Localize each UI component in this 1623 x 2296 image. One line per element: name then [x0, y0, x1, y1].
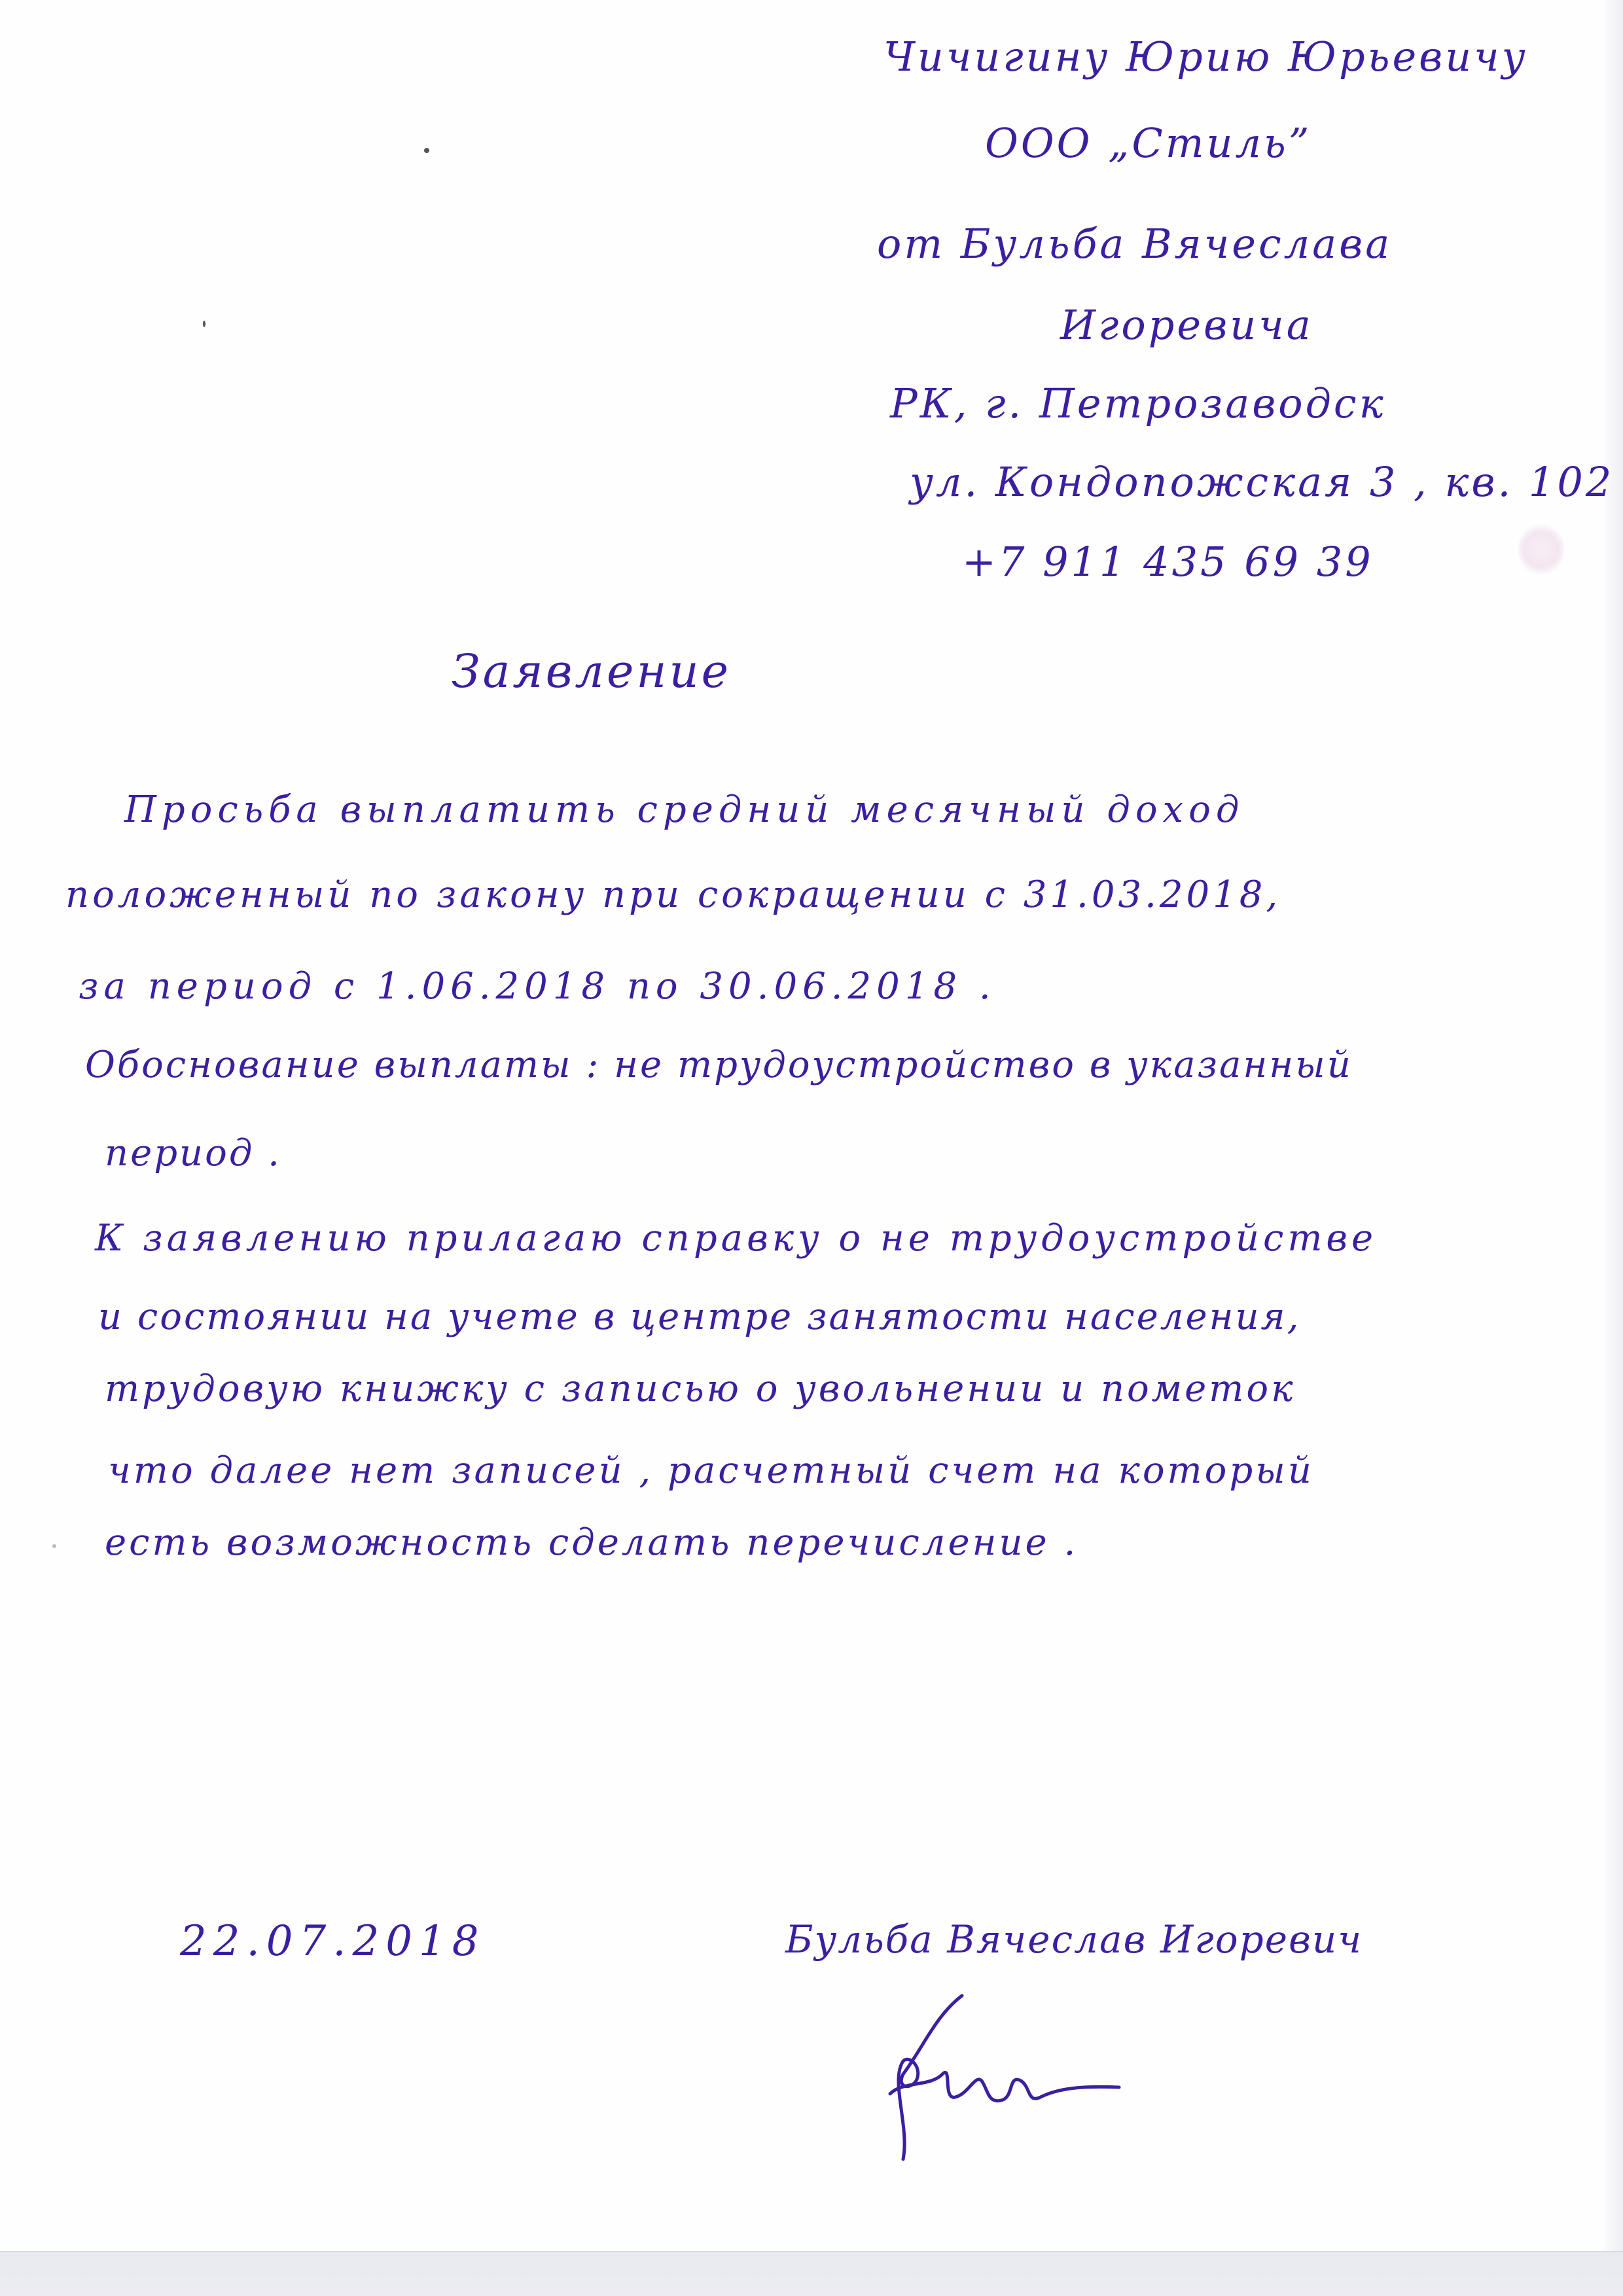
- body-line: есть возможность сделать перечисление .: [105, 1521, 1079, 1564]
- body-line: период .: [105, 1132, 281, 1174]
- addressee-line-1: Чичигину Юрию Юрьевичу: [883, 33, 1528, 80]
- addressee-line-6: ул. Кондопожская 3 , кв. 102: [910, 458, 1614, 506]
- body-line: трудовую книжку с записью о увольнении и пометок: [105, 1368, 1296, 1410]
- applicant-full-name: Бульба Вячеслав Игоревич: [785, 1917, 1363, 1962]
- paper-speck: [52, 1544, 56, 1548]
- body-line: К заявлению прилагаю справку о не трудоустройстве: [95, 1217, 1378, 1260]
- document-title: Заявление: [452, 645, 732, 698]
- addressee-line-2: ООО „Стиль”: [985, 119, 1312, 167]
- body-line: Обоснование выплаты : не трудоустройство в указанный: [85, 1044, 1353, 1086]
- body-line: Просьба выплатить средний месячный доход: [124, 788, 1245, 831]
- addressee-line-7: +7 911 435 69 39: [962, 538, 1374, 586]
- paper-stain: [1518, 523, 1564, 576]
- application-date: 22.07.2018: [180, 1917, 486, 1966]
- addressee-line-3: от Бульба Вячеслава: [877, 220, 1393, 268]
- paper-speck: [203, 321, 205, 327]
- addressee-line-5: РК, г. Петрозаводск: [890, 380, 1386, 427]
- handwritten-signature: [864, 1976, 1126, 2172]
- page-bottom-edge: [0, 2251, 1623, 2296]
- page-right-edge: [1605, 0, 1623, 2251]
- paper-speck: [424, 148, 429, 153]
- body-line: что далее нет записей , расчетный счет на который: [108, 1449, 1314, 1492]
- addressee-line-4: Игоревича: [1060, 301, 1313, 349]
- body-line: положенный по закону при сокращении с 31.03.2018,: [65, 874, 1281, 916]
- body-line: за период с 1.06.2018 по 30.06.2018 .: [79, 965, 996, 1008]
- body-line: и состоянии на учете в центре занятости населения,: [98, 1296, 1301, 1338]
